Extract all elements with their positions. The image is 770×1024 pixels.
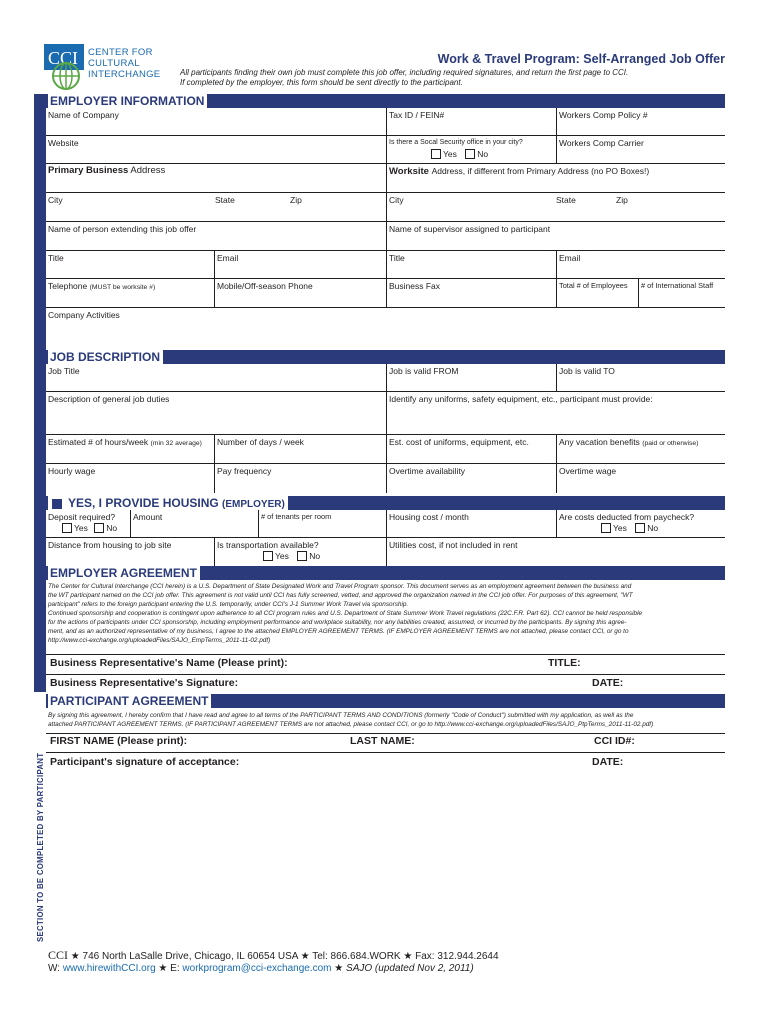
- workers-comp-policy-field[interactable]: Workers Comp Policy #: [556, 108, 725, 135]
- ss-no-checkbox[interactable]: [465, 149, 475, 159]
- uniforms-field[interactable]: Identify any uniforms, safety equipment, etc., participant must provide:: [386, 392, 725, 434]
- participant-side-label: SECTION TO BE COMPLETED BY PARTICIPANT: [36, 752, 45, 942]
- website-link[interactable]: www.hirewithCCI.org: [62, 963, 156, 974]
- tenants-per-room-field[interactable]: # of tenants per room: [258, 510, 386, 537]
- worksite-state-field[interactable]: State: [556, 195, 576, 205]
- rep-name-label: Business Representative's Name (Please print):: [50, 657, 288, 669]
- supervisor-field[interactable]: Name of supervisor assigned to participant: [386, 222, 725, 250]
- hours-per-week-field[interactable]: Estimated # of hours/week (min 32 average): [48, 437, 202, 447]
- housing-cost-field[interactable]: Housing cost / month: [386, 510, 556, 537]
- globe-logo-icon: [44, 44, 84, 90]
- page-subtitle: All participants finding their own job must complete this job offer, including required signatures, and return the first page to CCI. If completed by the employer, this form should be sent directly to the participant.: [180, 68, 629, 87]
- extender-email-field[interactable]: Email: [214, 251, 386, 278]
- worksite-city-field[interactable]: City: [386, 193, 556, 221]
- business-fax-field[interactable]: Business Fax: [386, 279, 556, 307]
- primary-zip-field[interactable]: Zip: [290, 195, 302, 205]
- costs-deducted-field: Are costs deducted from paycheck? Yes No: [556, 510, 725, 537]
- deposit-yes-checkbox[interactable]: [62, 523, 72, 533]
- overtime-availability-field[interactable]: Overtime availability: [386, 464, 556, 493]
- employer-agreement-text: The Center for Cultural Interchange (CCI herein) is a U.S. Department of State Designated Work and Travel Program sponsor. This document serves as an employment agreement between the business and the WT participant named on the CCI job offer. This agreement is not valid until CCI has fully screened, vetted, and approved the organization named in the CCI job offer. For purposes of this agreement, "WT participant" refers to the foreign participant entering the U.S. temporarily, under CCI's J-1 Summer Work Travel via sponsorship. Continued sponsorship and cooperation is contingent upon adherence to all CCI program rules and U.S. Department of State Summer Work Travel regulations (22C.F.R. Part 62). CCI cannot be held responsible for the actions of participants under CCI sponsorship, including employment performance and workplace suitability, nor any liabilities created, assumed, or incurred by the participants. By signing this agree- ment, and as an authorized representative of my business, I agree to the attached EMPLOYER AGREEMENT TERMS. (IF EMPLOYER AGREEMENT TERMS are not attached, please contact CCI, or go to http://www.cci-exchange.org/uploadedFiles/SAJO_EmpTerms_2011-11-02.pdf): [48, 583, 643, 644]
- housing-checkbox[interactable]: [52, 499, 62, 509]
- transport-yes-checkbox[interactable]: [263, 551, 273, 561]
- form-row: [46, 193, 725, 222]
- transport-no-checkbox[interactable]: [297, 551, 307, 561]
- form-row: [46, 392, 725, 435]
- email-link[interactable]: workprogram@cci-exchange.com: [182, 963, 332, 974]
- divider: [46, 674, 725, 675]
- star-icon: ★: [70, 951, 80, 962]
- cci-id-label: CCI ID#:: [594, 735, 635, 747]
- star-icon: ★: [334, 963, 344, 974]
- form-row: [46, 308, 725, 350]
- page-title: Work & Travel Program: Self-Arranged Job Offer: [437, 52, 725, 66]
- overtime-wage-field[interactable]: Overtime wage: [556, 464, 725, 493]
- participant-date-label: DATE:: [592, 756, 624, 768]
- mobile-phone-field[interactable]: Mobile/Off-season Phone: [214, 279, 386, 307]
- days-per-week-field[interactable]: Number of days / week: [214, 435, 386, 463]
- website-field[interactable]: Website: [48, 138, 79, 148]
- ss-yes-checkbox[interactable]: [431, 149, 441, 159]
- telephone-field[interactable]: Telephone (MUST be worksite #): [48, 281, 156, 291]
- svg-text:CCI: CCI: [48, 48, 79, 68]
- supervisor-email-field[interactable]: Email: [556, 251, 725, 278]
- deposit-field: Deposit required? Yes No: [48, 512, 118, 533]
- form-row: [46, 510, 725, 538]
- deposit-amount-field[interactable]: Amount: [130, 510, 258, 537]
- form-row: [46, 435, 725, 464]
- worksite-zip-field[interactable]: Zip: [616, 195, 628, 205]
- title-label: TITLE:: [548, 657, 581, 669]
- ss-office-field: Is there a Socal Security office in your city? Yes No: [386, 136, 556, 163]
- valid-to-field[interactable]: Job is valid TO: [556, 364, 725, 391]
- intl-staff-field[interactable]: # of International Staff: [638, 279, 725, 307]
- employer-agreement-heading: EMPLOYER AGREEMENT: [48, 566, 200, 580]
- uniform-cost-field[interactable]: Est. cost of uniforms, equipment, etc.: [386, 435, 556, 463]
- rep-signature-label: Business Representative's Signature:: [50, 677, 239, 689]
- primary-address-field[interactable]: Primary Business Address: [48, 165, 166, 176]
- employer-side-bar: [34, 94, 46, 692]
- extender-title-field[interactable]: Title: [48, 253, 64, 263]
- company-activities-field[interactable]: Company Activities: [48, 310, 120, 320]
- participant-signature-label: Participant's signature of acceptance:: [50, 756, 240, 768]
- divider: [46, 733, 725, 734]
- housing-heading: YES, I PROVIDE HOUSING (EMPLOYER): [48, 496, 288, 512]
- form-row: [46, 464, 725, 493]
- form-row: [46, 364, 725, 392]
- footer-contact: W: www.hirewithCCI.org ★ E: workprogram@cci-exchange.com ★ SAJO (updated Nov 2, 2011): [48, 963, 474, 974]
- primary-state-field[interactable]: State: [215, 195, 235, 205]
- cci-logo: [44, 44, 184, 92]
- footer-address: CCI ★ 746 North LaSalle Drive, Chicago, IL 60654 USA ★ Tel: 866.684.WORK ★ Fax: 312.944.2644: [48, 948, 499, 962]
- divider: [46, 654, 725, 655]
- vacation-benefits-field[interactable]: Any vacation benefits (paid or otherwise): [556, 435, 725, 463]
- participant-agreement-heading: PARTICIPANT AGREEMENT: [48, 694, 211, 708]
- deducted-yes-checkbox[interactable]: [601, 523, 611, 533]
- star-icon: ★: [403, 951, 413, 962]
- logo-wordmark: CENTER FOR CULTURAL INTERCHANGE: [88, 47, 161, 80]
- form-row: [46, 136, 725, 164]
- divider: [46, 752, 725, 753]
- distance-field[interactable]: Distance from housing to job site: [48, 540, 172, 550]
- pay-frequency-field[interactable]: Pay frequency: [214, 464, 386, 493]
- job-duties-field[interactable]: Description of general job duties: [48, 394, 170, 404]
- hourly-wage-field[interactable]: Hourly wage: [48, 466, 96, 476]
- deducted-no-checkbox[interactable]: [635, 523, 645, 533]
- participant-agreement-text: By signing this agreement, I hereby confirm that I have read and agree to all terms of the PARTICIPANT TERMS AND CONDITIONS (formerly "Code of Conduct") submitted with my application, as well as the attached PARTICIPANT AGREEMENT TERMS. (IF PARTICIPANT AGREEMENT TERMS are not attached, please contact CCI, or go to http://www.cci-exchange.org/uploadedFiles/SAJO_PtpTerms_2011-11-02.pdf): [48, 712, 654, 728]
- transportation-field: Is transportation available? Yes No: [214, 538, 386, 566]
- person-extending-field[interactable]: Name of person extending this job offer: [48, 224, 197, 234]
- valid-from-field[interactable]: Job is valid FROM: [386, 364, 556, 391]
- primary-city-field[interactable]: City: [48, 195, 63, 205]
- first-name-label: FIRST NAME (Please print):: [50, 735, 188, 747]
- last-name-label: LAST NAME:: [350, 735, 415, 747]
- utilities-cost-field[interactable]: Utilities cost, if not included in rent: [386, 538, 556, 566]
- tax-id-field[interactable]: Tax ID / FEIN#: [386, 108, 556, 135]
- workers-comp-carrier-field[interactable]: Workers Comp Carrier: [556, 136, 725, 163]
- total-employees-field[interactable]: Total # of Employees: [556, 279, 638, 307]
- form-row: [46, 251, 725, 279]
- job-title-field[interactable]: Job Title: [48, 366, 80, 376]
- company-name-field[interactable]: Name of Company: [48, 110, 119, 120]
- form-row: [46, 108, 725, 136]
- supervisor-title-field[interactable]: Title: [386, 251, 556, 278]
- form-row: [46, 164, 725, 193]
- form-row: [46, 222, 725, 251]
- deposit-no-checkbox[interactable]: [94, 523, 104, 533]
- employer-info-heading: EMPLOYER INFORMATION: [48, 94, 207, 108]
- date-label: DATE:: [592, 677, 624, 689]
- form-row: [46, 538, 725, 566]
- form-row: [46, 279, 725, 308]
- star-icon: ★: [300, 951, 310, 962]
- star-icon: ★: [158, 963, 168, 974]
- job-description-heading: JOB DESCRIPTION: [48, 350, 163, 364]
- employer-side-label: SECTION TO BE COMPLETED BY EMPLOYER: [36, 411, 45, 592]
- worksite-address-field[interactable]: Worksite Address, if different from Primary Address (no PO Boxes!): [386, 164, 725, 192]
